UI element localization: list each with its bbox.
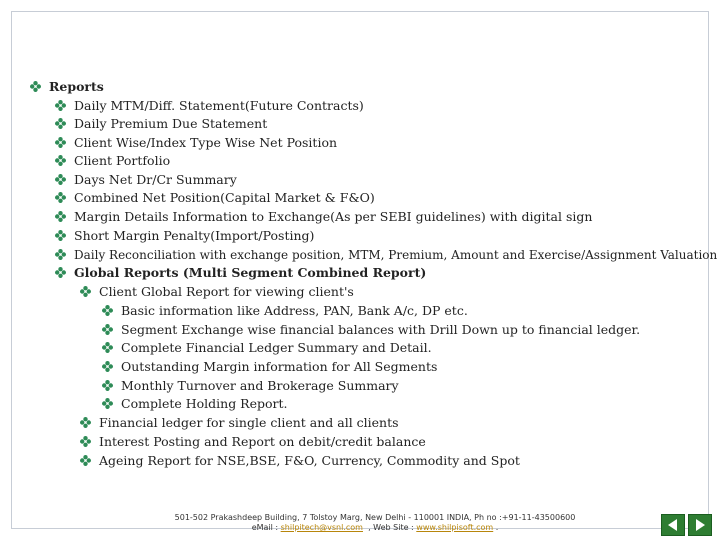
list-item	[55, 114, 267, 133]
diamond-bullet-icon	[80, 455, 91, 466]
list-item	[102, 357, 437, 376]
list-item-label: Complete Financial Ledger Summary and Detail.	[121, 340, 432, 355]
diamond-bullet-icon	[80, 417, 91, 428]
diamond-bullet-icon	[102, 398, 113, 409]
diamond-bullet-icon	[30, 81, 41, 92]
list-item-label: Ageing Report for NSE,BSE, F&O, Currency, Commodity and Spot	[99, 453, 520, 468]
website-link[interactable]: www.shilpisoft.com	[416, 523, 494, 532]
list-item	[55, 226, 314, 245]
diamond-bullet-icon	[55, 155, 66, 166]
list-item-label: Complete Holding Report.	[121, 396, 288, 411]
previous-slide-button[interactable]	[661, 514, 685, 536]
list-item	[80, 451, 520, 470]
email-label: eMail :	[251, 523, 281, 532]
diamond-bullet-icon	[55, 230, 66, 241]
diamond-bullet-icon	[55, 192, 66, 203]
list-item-label: Outstanding Margin information for All Segments	[121, 359, 438, 374]
list-item	[55, 245, 717, 264]
list-item-label: Daily MTM/Diff. Statement(Future Contracts)	[74, 98, 364, 113]
triangle-left-icon	[666, 518, 680, 532]
list-item	[80, 413, 399, 432]
list-item-label: Daily Reconciliation with exchange position, MTM, Premium, Amount and Exercise/Assignment Valuation	[74, 247, 718, 262]
list-item	[55, 207, 592, 226]
diamond-bullet-icon	[55, 174, 66, 185]
list-item	[102, 301, 468, 320]
diamond-bullet-icon	[102, 324, 113, 335]
footer-contact	[40, 523, 710, 532]
list-item	[55, 96, 364, 115]
list-item-label: Global Reports (Multi Segment Combined Report)	[74, 265, 427, 280]
diamond-bullet-icon	[55, 249, 66, 260]
list-item-label: Combined Net Position(Capital Market & F&O)	[74, 190, 375, 205]
diamond-bullet-icon	[80, 286, 91, 297]
list-item	[55, 170, 237, 189]
list-item	[102, 394, 288, 413]
list-item-label: Monthly Turnover and Brokerage Summary	[121, 378, 399, 393]
list-item-label: Client Global Report for viewing client's	[99, 284, 354, 299]
list-item-label: Interest Posting and Report on debit/credit balance	[99, 434, 426, 449]
diamond-bullet-icon	[80, 436, 91, 447]
list-item	[80, 282, 354, 301]
footer-address: 501-502 Prakashdeep Building, 7 Tolstoy Marg, New Delhi - 110001 INDIA, Ph no :+91-11-43500600	[174, 513, 576, 522]
footer-trail: .	[493, 523, 499, 532]
list-item	[55, 151, 170, 170]
email-link[interactable]: shilpitech@vsnl.com	[280, 523, 363, 532]
list-item	[55, 263, 426, 282]
list-item-label: Client Wise/Index Type Wise Net Position	[74, 135, 338, 150]
list-item-label: Client Portfolio	[74, 153, 171, 168]
diamond-bullet-icon	[55, 100, 66, 111]
list-item-label: Financial ledger for single client and all clients	[99, 415, 399, 430]
list-item-label: Segment Exchange wise financial balances with Drill Down up to financial ledger.	[121, 322, 641, 337]
list-item	[55, 133, 337, 152]
diamond-bullet-icon	[102, 361, 113, 372]
list-item-label: Daily Premium Due Statement	[74, 116, 268, 131]
list-item-label: Basic information like Address, PAN, Bank A/c, DP etc.	[121, 303, 468, 318]
diamond-bullet-icon	[102, 342, 113, 353]
list-item	[102, 320, 640, 339]
website-label: , Web Site :	[362, 523, 417, 532]
list-item	[55, 188, 375, 207]
reports-title: Reports	[49, 79, 104, 94]
diamond-bullet-icon	[102, 305, 113, 316]
list-item-label: Short Margin Penalty(Import/Posting)	[74, 228, 315, 243]
list-item	[80, 432, 426, 451]
diamond-bullet-icon	[55, 211, 66, 222]
diamond-bullet-icon	[55, 137, 66, 148]
next-slide-button[interactable]	[688, 514, 712, 536]
reports-heading	[30, 77, 104, 96]
triangle-right-icon	[693, 518, 707, 532]
list-item-label: Margin Details Information to Exchange(As per SEBI guidelines) with digital sign	[74, 209, 593, 224]
diamond-bullet-icon	[55, 267, 66, 278]
list-item	[102, 376, 399, 395]
diamond-bullet-icon	[102, 380, 113, 391]
list-item-label: Days Net Dr/Cr Summary	[74, 172, 237, 187]
list-item	[102, 338, 432, 357]
diamond-bullet-icon	[55, 118, 66, 129]
